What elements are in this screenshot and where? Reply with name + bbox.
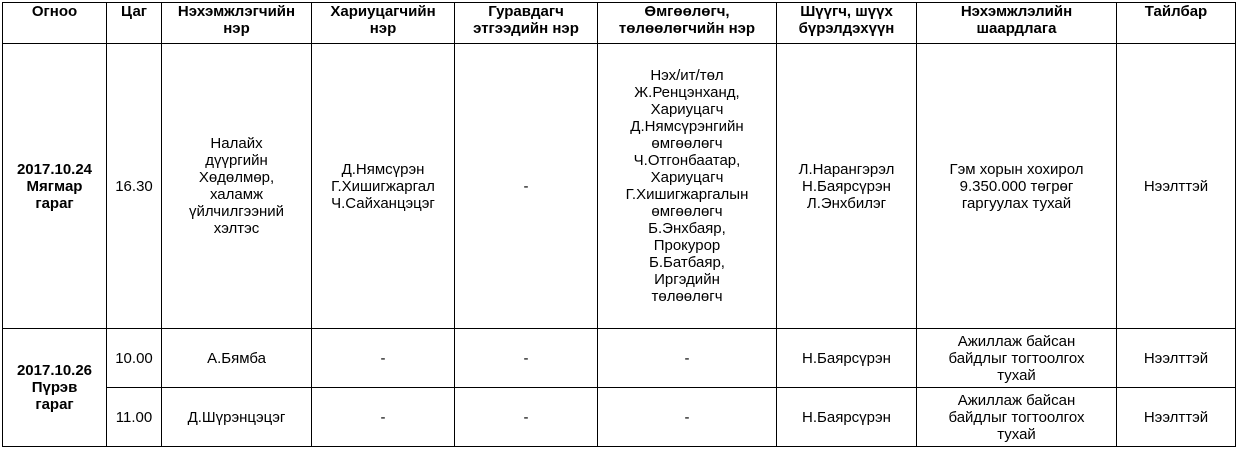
table-row — [3, 388, 1236, 447]
header-date: Огноо — [3, 3, 107, 44]
time-cell: 11.00 — [107, 388, 162, 447]
header-advocate: Өмгөөлөгч, төлөөлөгчийн нэр — [598, 3, 777, 44]
court-schedule-table — [2, 2, 1236, 447]
date-cell: 2017.10.26 Пүрэв гараг — [3, 329, 107, 447]
plaintiff-cell: А.Бямба — [162, 329, 312, 388]
header-plaintiff: Нэхэмжлэгчийн нэр — [162, 3, 312, 44]
time-cell: 16.30 — [107, 44, 162, 329]
note-cell: Нээлттэй — [1117, 388, 1236, 447]
date-cell: 2017.10.24 Мягмар гараг — [3, 44, 107, 329]
table-row — [3, 44, 1236, 329]
header-note: Тайлбар — [1117, 3, 1236, 44]
plaintiff-cell: Д.Шүрэнцэцэг — [162, 388, 312, 447]
advocate-cell: - — [598, 329, 777, 388]
defendant-cell: - — [312, 329, 455, 388]
time-cell: 10.00 — [107, 329, 162, 388]
header-claim: Нэхэмжлэлийн шаардлага — [917, 3, 1117, 44]
plaintiff-cell: Налайх дүүргийн Хөдөлмөр, халамж үйлчилгээний хэлтэс — [162, 44, 312, 329]
note-cell: Нээлттэй — [1117, 44, 1236, 329]
defendant-cell: Д.Нямсүрэн Г.Хишигжаргал Ч.Сайханцэцэг — [312, 44, 455, 329]
note-cell: Нээлттэй — [1117, 329, 1236, 388]
third-party-cell: - — [455, 329, 598, 388]
header-judge: Шүүгч, шүүх бүрэлдэхүүн — [777, 3, 917, 44]
header-third-party: Гуравдагч этгээдийн нэр — [455, 3, 598, 44]
header-time: Цаг — [107, 3, 162, 44]
header-defendant: Хариуцагчийн нэр — [312, 3, 455, 44]
defendant-cell: - — [312, 388, 455, 447]
third-party-cell: - — [455, 44, 598, 329]
header-row — [3, 3, 1236, 44]
advocate-cell: - — [598, 388, 777, 447]
judge-cell: Н.Баярсүрэн — [777, 388, 917, 447]
table-row — [3, 329, 1236, 388]
third-party-cell: - — [455, 388, 598, 447]
judge-cell: Н.Баярсүрэн — [777, 329, 917, 388]
advocate-cell: Нэх/ит/төл Ж.Ренцэнханд, Хариуцагч Д.Нямсүрэнгийн өмгөөлөгч Ч.Отгонбаатар, Хариуцагч Г.Хишигжаргалын өмгөөлөгч Б.Энхбаяр, Прокурор Б.Батбаяр, Иргэдийн төлөөлөгч — [598, 44, 777, 329]
claim-cell: Гэм хорын хохирол 9.350.000 төгрөг гаргуулах тухай — [917, 44, 1117, 329]
claim-cell: Ажиллаж байсан байдлыг тогтоолгох тухай — [917, 388, 1117, 447]
judge-cell: Л.Нарангэрэл Н.Баярсүрэн Л.Энхбилэг — [777, 44, 917, 329]
claim-cell: Ажиллаж байсан байдлыг тогтоолгох тухай — [917, 329, 1117, 388]
